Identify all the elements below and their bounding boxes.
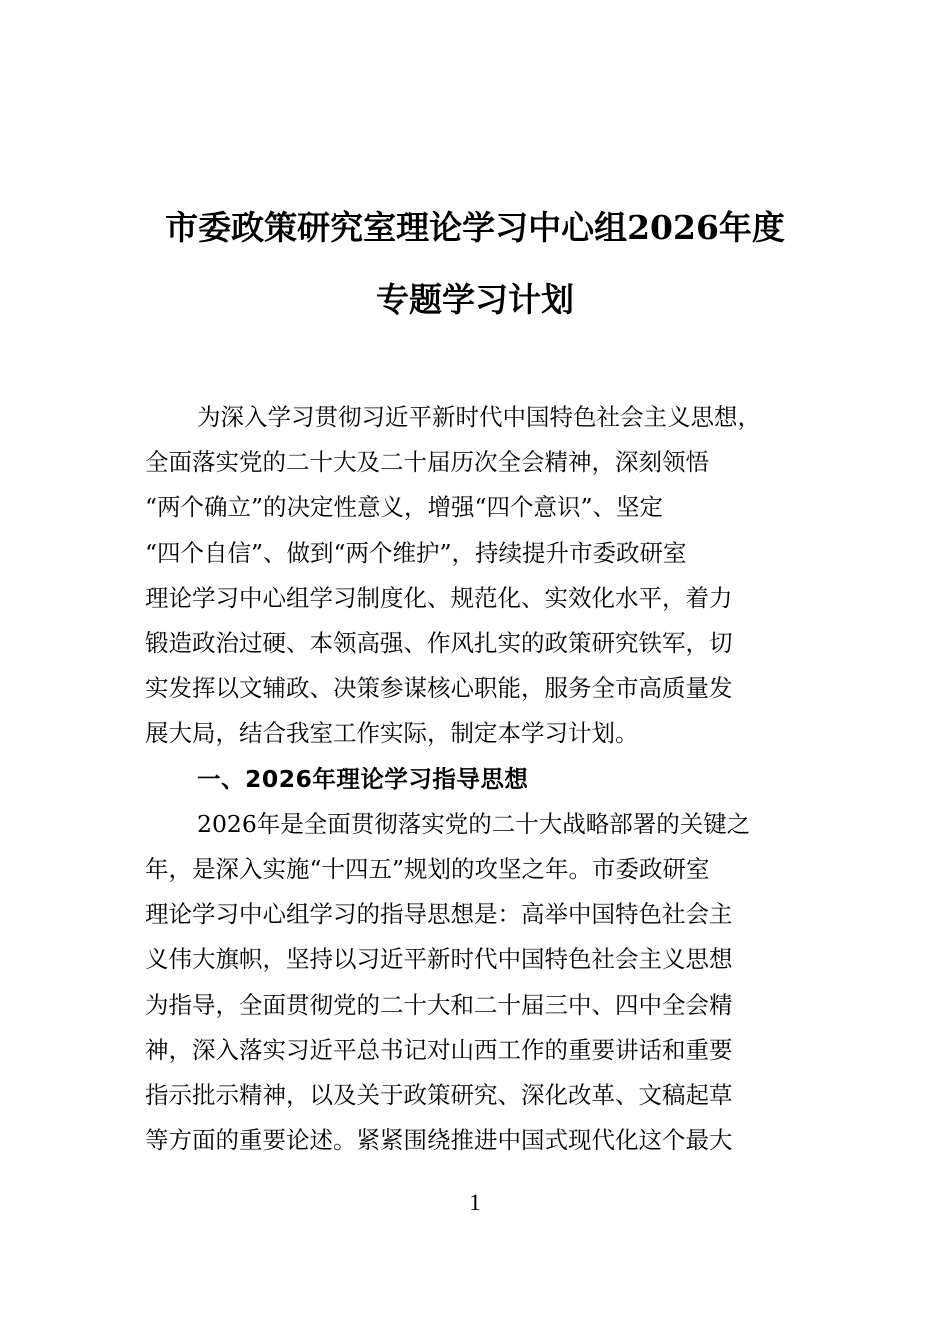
intro-line: “两个确立”的决定性意义，增强“四个意识”、坚定	[145, 493, 664, 522]
document-body	[145, 395, 809, 1163]
intro-line: 实发挥以文辅政、决策参谋核心职能，服务全市高质量发	[145, 674, 733, 703]
section-heading: 一、2026年理论学习指导思想	[197, 764, 529, 793]
page-number: 1	[469, 1190, 481, 1215]
title-line-2: 专题学习计划	[376, 280, 574, 319]
section-line: 指示批示精神，以及关于政策研究、深化改革、文稿起草	[145, 1081, 733, 1110]
document-title	[140, 192, 810, 336]
section-line: 等方面的重要论述。紧紧围绕推进中国式现代化这个最大	[145, 1126, 733, 1155]
intro-line: 锻造政治过硬、本领高强、作风扎实的政策研究铁军，切	[145, 629, 733, 658]
intro-line: 全面落实党的二十大及二十届历次全会精神，深刻领悟	[145, 448, 709, 477]
intro-line: 为深入学习贯彻习近平新时代中国特色社会主义思想，	[197, 403, 761, 431]
intro-line: 展大局，结合我室工作实际，制定本学习计划。	[145, 719, 639, 748]
section-line: 年，是深入实施“十四五”规划的攻坚之年。市委政研室	[145, 855, 710, 884]
section-line: 理论学习中心组学习的指导思想是：高举中国特色社会主	[145, 900, 733, 929]
section-line: 义伟大旗帜，坚持以习近平新时代中国特色社会主义思想	[145, 945, 733, 974]
title-line-1: 市委政策研究室理论学习中心组2026年度	[165, 208, 785, 247]
intro-line: “四个自信”、做到“两个维护”，持续提升市委政研室	[145, 538, 687, 567]
section-line: 为指导，全面贯彻党的二十大和二十届三中、四中全会精	[145, 990, 733, 1019]
section-line: 神，深入落实习近平总书记对山西工作的重要讲话和重要	[145, 1035, 733, 1064]
intro-line: 理论学习中心组学习制度化、规范化、实效化水平，着力	[145, 583, 733, 612]
section-line: 2026年是全面贯彻落实党的二十大战略部署的关键之	[197, 809, 751, 838]
